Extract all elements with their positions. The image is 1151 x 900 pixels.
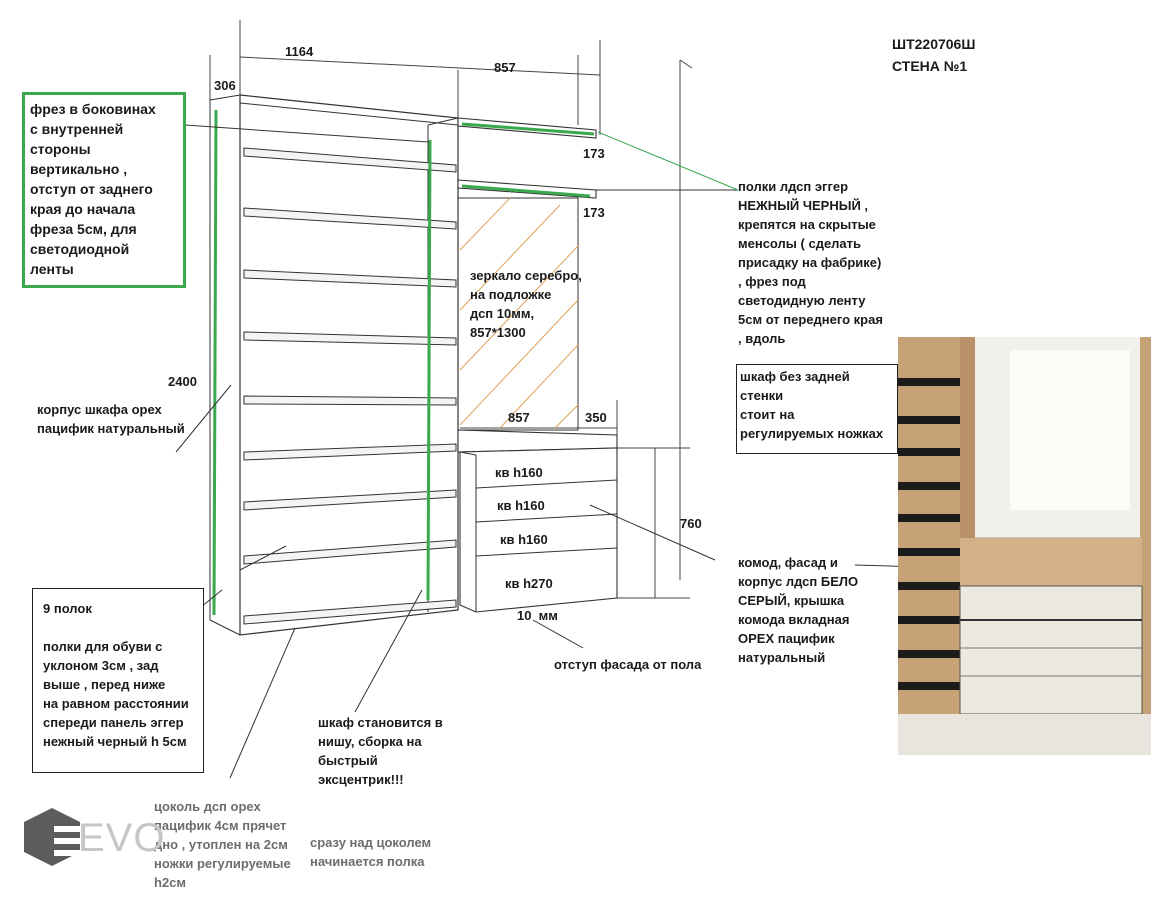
dim-350: 350 bbox=[585, 410, 607, 425]
logo-text: EVO bbox=[78, 816, 166, 860]
dim-857-mid: 857 bbox=[508, 410, 530, 425]
commode-note: комод, фасад и корпус лдсп БЕЛО СЕРЫЙ, крышка комода вкладная ОРЕХ пацифик натуральный bbox=[738, 555, 859, 665]
photo-render bbox=[898, 337, 1151, 755]
niche-note: шкаф становится в нишу, сборка на быстрый эксцентрик!!! bbox=[318, 715, 443, 787]
drawer-label-4: кв h270 bbox=[505, 576, 553, 591]
shoe-shelves-note: 9 полок полки для обуви с уклоном 3см , зад выше , перед ниже на равном расстоянии спереди панель эггер нежный черный h 5см bbox=[43, 601, 189, 749]
dim-857-top: 857 bbox=[494, 60, 516, 75]
mirror-note: зеркало серебро, на подложке дсп 10мм, 857*1300 bbox=[470, 268, 582, 340]
dim-173-b: 173 bbox=[583, 205, 605, 220]
dim-173-a: 173 bbox=[583, 146, 605, 161]
drawer-label-2: кв h160 bbox=[497, 498, 545, 513]
drawer-label-1: кв h160 bbox=[495, 465, 543, 480]
drawer-label-3: кв h160 bbox=[500, 532, 548, 547]
plinth-note: цоколь дсп орех пацифик 4см прячет дно , утоплен на 2см ножки регулируемые h2см bbox=[154, 799, 291, 890]
dim-1164: 1164 bbox=[285, 44, 314, 59]
dim-306: 306 bbox=[214, 78, 236, 93]
above-plinth-note: сразу над цоколем начинается полка bbox=[310, 835, 432, 869]
order-code: ШТ220706Ш bbox=[892, 36, 976, 52]
shoe-shelves-note-box bbox=[32, 588, 204, 773]
body-note: корпус шкафа орех пацифик натуральный bbox=[37, 402, 185, 436]
milling-note: фрез в боковинах с внутренней стороны вертикально , отступ от заднего края до начала фреза 5см, для светодиодной ленты bbox=[30, 101, 156, 277]
no-back-note: шкаф без задней стенки стоит на регулируемых ножках bbox=[740, 369, 884, 441]
facade-offset-note: отступ фасада от пола bbox=[554, 657, 702, 672]
dim-760: 760 bbox=[680, 516, 702, 531]
wall-label: СТЕНА №1 bbox=[892, 58, 968, 74]
shelves-egger-note: полки лдсп эггер НЕЖНЫЙ ЧЕРНЫЙ , крепятся на скрытые менсолы ( сделать присадку на фабрике) , фрез под светодидную ленту 5см от переднего края , вдоль bbox=[738, 179, 883, 346]
dim-2400: 2400 bbox=[168, 374, 197, 389]
no-back-note-box bbox=[736, 364, 898, 454]
milling-note-box bbox=[22, 92, 186, 288]
dim-10mm: 10 мм bbox=[517, 608, 558, 623]
